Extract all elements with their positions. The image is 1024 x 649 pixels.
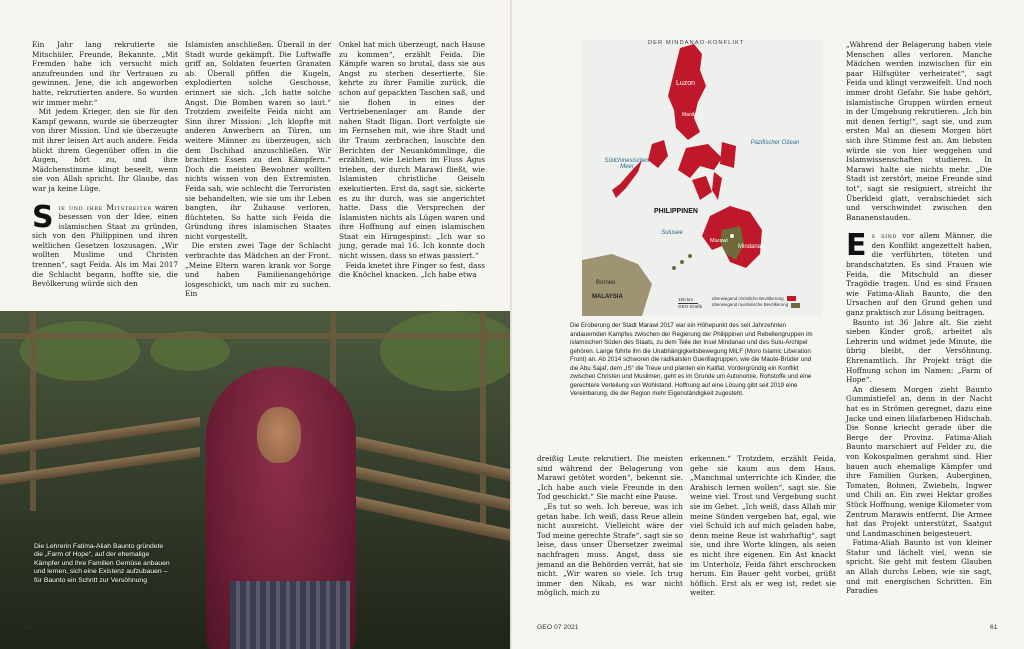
drop-cap: S (32, 199, 54, 235)
paragraph: Ein Jahr lang rekrutierte sie Mitschüler, Freunde, Bekannte. „Mit Fremden habe ich versucht mich anzufreunden und ihr Vertrauen zu gewinnen. Jene, die ich angeworben hatte, rekrutierten andere. So wurden wir immer mehr.“ (32, 40, 178, 107)
page-number-left: 60 (24, 624, 32, 631)
lead-in: ie und ihre Mitstreiter (58, 202, 152, 212)
paragraph: Onkel hat mich überzeugt, nach Hause zu kommen“, erzählt Feida. Die Kämpfe waren so brutal, dass sie aus Angst zu sterben desertierte. Sie kehrte zu ihrer Familie zurück, die schon auf gepackten Taschen saß, und sie flohen in eines der Vertriebenenlager am Rande der nahen Stadt Iligan. Dort verfolgte sie im Fernsehen mit, wie ihre Stadt und ihr Traum zerbrachen, lauschte den Berichten der Neuankömmlinge, die erzählten, wie Leichen im Fluss Agus trieben, der durch Marawi fließt, wie Islamisten christliche Geiseln exekutierten. Erst da, sagt sie, sickerte es zu ihr durch, was sie angerichtet hatte. Dass die Versprechen der Islamisten nichts als Lügen waren und ihre Hoffnung auf einen islamischen Staat ein Hirngespinst: „Ich war so jung, gerade mal 16. Ich konnte doch nicht wissen, dass so etwas passiert.“ (339, 40, 485, 261)
paragraph: Mit jedem Krieger, den sie für den Kampf gewann, wurde sie überzeugter von ihrer Mission. Und sie überzeugte mit ihrer leisen Art auch andere. Feida blickt ihrem Gegenüber offen in die Augen, hört zu, und ihre Mädchenstimme klingt beseelt, wenn sie von Allah spricht. Ihr Glaube, das war ja keine Lüge. (32, 107, 178, 193)
photo-caption: Die Lehrerin Fatima-Aliah Baunto gründete die „Farm of Hope“, auf der ehemalige Kämpfer und ihre Familien Gemüse anbauen und lernen, sich eine Existenz aufzubauen – für Baunto ein Schritt zur Versöhnung (34, 543, 170, 584)
map-title: DER MINDANAO-KONFLIKT (648, 40, 745, 46)
paragraph: Baunto ist 36 Jahre alt. Sie zieht sieben Kinder groß, arbeitet als Lehrerin und widmet jede Minute, die übrig bleibt, der Versöhnung. Ehrenamtlich. Ihr Projekt trägt die Hoffnung schon im Namen: „Farm of Hope“. (846, 317, 992, 385)
text-column-1 (32, 40, 178, 289)
paragraph: dreißig Leute rekrutiert. Die meisten sind während der Belagerung von Marawi getötet worden“, bekennt sie. „Ich habe auch viele Freunde in den Tod geschickt.“ Sie macht eine Pause. (537, 454, 683, 502)
paragraph-text: vor allem Männer, die den Konflikt angezettelt haben, die verführten, töteten und brandschatzten. Es sind Frauen wie Feida, die Mitschuld an dieser Tragödie tragen. Und es sind Frauen wie Fatima-Aliah Baunto, die den Ursachen auf den Grund gehen und ganz praktisch zur Lösung beitragen. (846, 231, 993, 318)
map-legend (712, 296, 800, 309)
text-column-5 (690, 454, 836, 598)
text-column-3 (339, 40, 485, 280)
legend-swatch-olive (791, 303, 800, 308)
label-marawi: Marawi (710, 238, 728, 244)
samar-shape (720, 142, 736, 168)
label-philippinen: PHILIPPINEN (654, 208, 698, 215)
text-column-6 (846, 40, 992, 596)
issue-footer: GEO 07 2021 (537, 624, 579, 631)
paragraph-dropcap (32, 199, 178, 289)
text-column-4 (537, 454, 683, 598)
farm-photo (0, 311, 512, 649)
paragraph-text: waren besessen von der Idee, einen islamischen Staat zu gründen, sich von den Philippinen und ihren weltlichen Gesetzen loszusagen. „Wir wollten Muslime und Christen trennen“, sagt Feida. Als im Mai 2017 die Schlacht begann, hoffte sie, die Bevölkerung würde sich den (32, 202, 178, 289)
map-scale (678, 297, 702, 309)
label-manila: Manila (682, 112, 697, 118)
text-column-2 (185, 40, 331, 299)
drop-cap: E (846, 228, 867, 264)
paragraph: Fatima-Aliah Baunto ist von kleiner Statur und lächelt viel, wenn sie spricht. Sie geht mit festem Glauben an Allah durchs Leben, wie sie sagt, und mit energischen Schritten. Ein Paradies (846, 538, 992, 596)
label-malaysia: MALAYSIA (592, 294, 623, 300)
paragraph: „Während der Belagerung haben viele Menschen alles verloren. Manche Mädchen werden inzwischen für ein paar Hilfsgüter verheiratet“, sagt Feida und klingt verzweifelt. Und noch immer droht Gefahr. Sie habe gehört, islamistische Gruppen würden erneut in der Umgebung rekrutieren. „Ich bin mit denen fertig!“, sagt sie, und zum ersten Mal an diesem Morgen hört sich ihre Stimme fest an. Am liebsten würde sie von hier weggehen und Islamwissenschaften studieren. In Marawi halte sie nichts mehr. „Die Stadt ist zerstört, meine Freunde sind tot“, sagt sie resigniert, streicht ihr Überkleid glatt, verabschiedet sich und verschwindet zwischen den Bananenstauden. (846, 40, 992, 222)
paragraph-dropcap (846, 228, 993, 318)
scale-value: 150 km (678, 297, 698, 304)
paragraph: An diesem Morgen zieht Baunto Gummistiefel an, denn in der Nacht hat es in Strömen geregnet, dazu eine Jacke und einen lilafarbenen Hidschab. Die Sonne kriecht gerade über die Berge der Provinz. Fatima-Aliah Baunto marschiert auf Felder zu, die von Kokospalmen gerahmt sind. Hier bauen auch ehemalige Kämpfer und ihre Familien Gurken, Auberginen, Tomaten, Bohnen, Zwiebeln, Ingwer und Chili an. Ein zwei Hektar großes Stück Hoffnung, wenige Kilometer vom Zentrum Marawis entfernt. Die Armee hat das Projekt unterstützt, Saatgut und Landmaschinen beigesteuert. (846, 384, 992, 538)
label-south-china-sea: Südchinesisches Meer (604, 158, 650, 170)
paragraph: Die ersten zwei Tage der Schlacht verbrachte das Mädchen an der Front. „Meine Eltern waren krank vor Sorge und haben Familienangehörige losgeschickt, um nach mir zu suchen. Ein (185, 241, 331, 299)
legend-item-christian: überwiegend christliche Bevölkerung (712, 296, 800, 302)
page-number-right: 61 (990, 624, 998, 631)
info-box-text: Die Eroberung der Stadt Marawi 2017 war ein Höhepunkt des seit Jahrzehnten andauernden Kampfes zwischen der Regierung der Philippinen und Rebellengruppen im islamischen Süden des Staats, zu dem Teile der Insel Mindanao und des Sulu-Archipel gehören. Lange führte ihn die Unabhängigkeitsbewegung MILF (Moro Islamic Liberation Front) an. Ab 2014 schworen die radikalsten Guerillagruppen, wie die Maute-Brüder und die Abu Sajaf, dem „IS“ die Treue und planten ein Kalifat. Vordergründig ein Konflikt zwischen Christen und Muslimen, geht es im Grunde um Autonomie, Rohstoffe und eine gerechtere Verteilung von Wohlstand. Hoffnung auf eine Lösung gibt seit 2019 eine Vereinbarung, die der Region mehr Eigenständigkeit zugesteht. (570, 322, 813, 397)
label-luzon: Luzon (676, 80, 696, 87)
paragraph: erkennen.“ Trotzdem, erzählt Feida, gehe sie kaum aus dem Haus. „Manchmal unterrichte ich Kinder, die Arabisch lernen wollen“, sagt sie. Sie weine viel. Trost und Vergebung sucht sie im Gebet. „Ich weiß, dass Allah mir meine Sünden vergeben hat, egal, wie viel Schuld ich auf mich geladen habe, denn meine Reue ist wahrhaftig“, sagt sie, und ihre Worte klingen, als seien es nicht ihre eigenen. Ein Ast knackt im Unterholz, Feida fährt erschrocken herum. Ein Bauer geht vorbei, grüßt höflich. Erst als er weg ist, redet sie weiter. (690, 454, 836, 598)
label-mindanao: Mindanao (738, 244, 765, 250)
woman-skirt (230, 581, 350, 649)
philippines-map (582, 40, 822, 316)
woman-face (257, 407, 301, 463)
legend-item-muslim: überwiegend muslimische Bevölkerung (712, 302, 800, 308)
paragraph: „Es tut so weh. Ich bereue, was ich getan habe. Ich weiß, dass Reue allein nicht ausreicht. Vielleicht wäre der Tod meine gerechte Strafe“, sagt sie so leise, dass unser Übersetzer zweimal nachfragen muss. Angst, dass sie jemand an die Behörden verrät, hat sie nicht. „Wir waren so viele. Ich trug immer den Nikab, es war nicht möglich, mich zu (537, 501, 683, 598)
paragraph: Islamisten anschließen. Überall in der Stadt wurde gekämpft. Die Luftwaffe griff an, Soldaten feuerten Granaten ab. Überall pfiffen die Kugeln, explodierten solche Geschosse, erinnert sie sich. „Ich hatte solche Angst. Die Bomben waren so laut.“ Trotzdem zweifelte Feida nicht am Sinn ihrer Mission: „Ich klopfte mit anderen Anwerbern an Türen, um weitere Männer zu überzeugen, sich dem Dschihad anzuschließen. Wir brachten Essen zu den Kämpfern.“ Doch die meisten Bewohner wollten nichts wissen von den Extremisten. Feida sah, wie schlecht die Terroristen sie behandelten, wie sie um ihr Leben bangten, ihr Zuhause verloren, flüchteten. So hatte sich Feida die Gründung ihres islamischen Staates nicht vorgestellt. (185, 40, 331, 241)
label-borneo: Borneo (596, 280, 616, 286)
label-pacific: Pazifischer Ozean (750, 140, 800, 146)
label-sulu-sea: Sulusee (661, 230, 683, 236)
lead-in: s sind (871, 231, 897, 241)
map-graphic (582, 40, 822, 316)
marawi-marker (730, 234, 734, 238)
paragraph: Feida knetet ihre Finger so fest, dass die Knöchel knacken. „Ich habe etwa (339, 260, 485, 280)
scale-credit: GEO-Grafik (678, 303, 702, 309)
legend-swatch-red (787, 296, 796, 301)
